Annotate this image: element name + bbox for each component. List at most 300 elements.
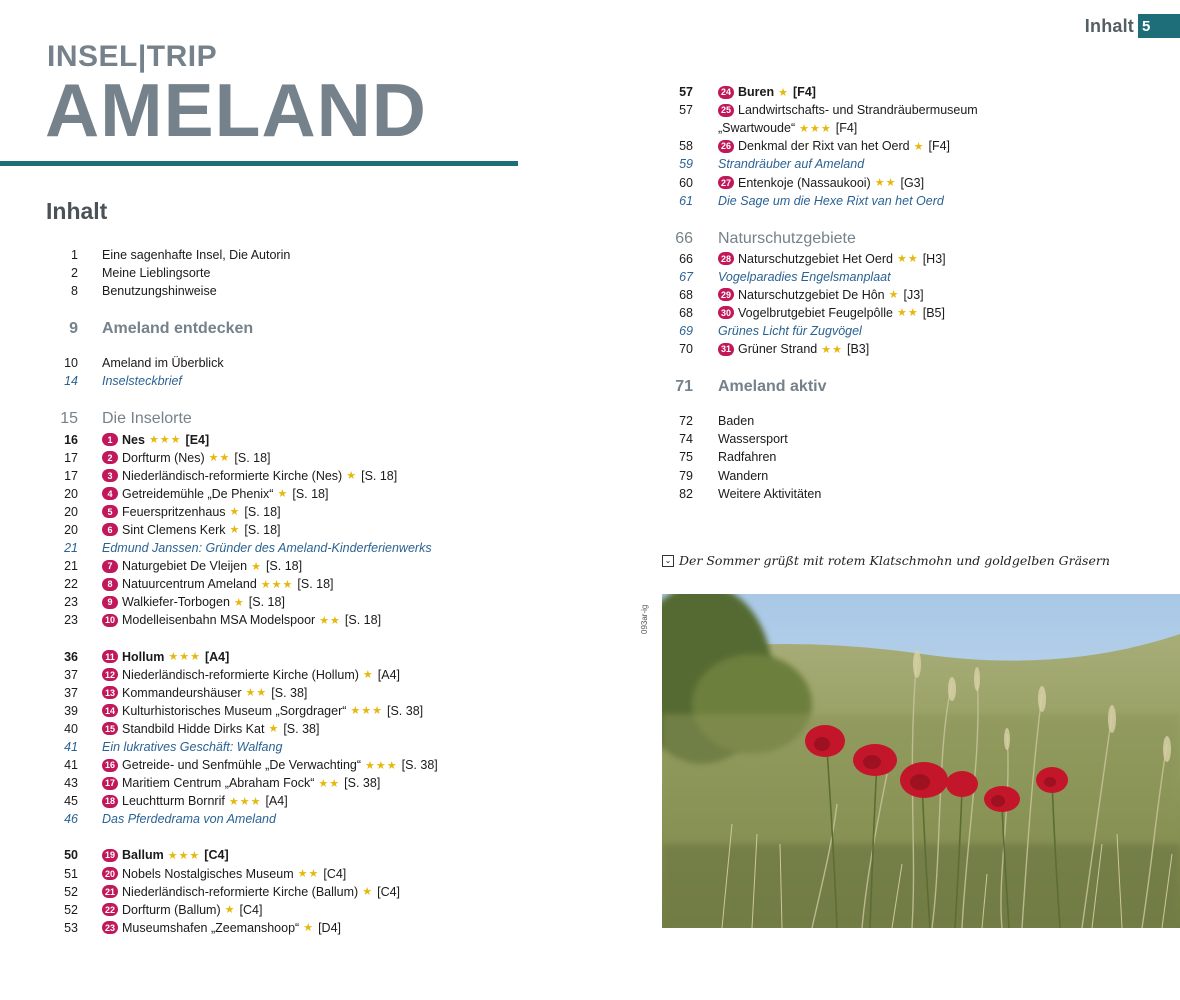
rating-stars-icon: ★ bbox=[346, 470, 358, 483]
page-ref: 40 bbox=[64, 721, 78, 736]
map-grid-ref: [C4] bbox=[204, 848, 229, 863]
entry-content bbox=[718, 469, 768, 483]
page-ref: 16 bbox=[64, 432, 78, 447]
spacer bbox=[46, 828, 606, 846]
entry-title: Meine Lieblingsorte bbox=[102, 266, 211, 281]
toc-entry bbox=[46, 810, 606, 828]
map-grid-ref: [F4] bbox=[928, 139, 951, 154]
entry-title: Ameland aktiv bbox=[718, 378, 827, 396]
entry-title: Feuerspritzenhaus bbox=[122, 504, 226, 519]
toc-entry bbox=[46, 648, 606, 666]
entry-content bbox=[102, 266, 210, 280]
toc-entry bbox=[662, 137, 1162, 155]
sight-number-badge: 26 bbox=[718, 140, 734, 153]
page-ref: 53 bbox=[64, 920, 78, 935]
page-ref: 79 bbox=[679, 468, 693, 483]
spacer bbox=[46, 630, 606, 648]
toc-entry bbox=[46, 702, 606, 720]
rating-stars-icon: ★★ bbox=[208, 452, 231, 465]
entry-content bbox=[102, 320, 253, 338]
running-header bbox=[1085, 14, 1180, 38]
rating-stars-icon: ★★ bbox=[897, 307, 919, 320]
sight-number-badge: 20 bbox=[102, 867, 118, 880]
entry-title: Inselsteckbrief bbox=[102, 374, 182, 389]
sight-number-badge: 9 bbox=[102, 596, 118, 609]
entry-content bbox=[102, 487, 328, 501]
entry-title: Dorfturm (Ballum) bbox=[122, 902, 221, 917]
running-header-title: Inhalt bbox=[1084, 15, 1134, 36]
entry-content bbox=[718, 288, 924, 302]
spacer bbox=[46, 340, 606, 354]
toc-entry bbox=[46, 449, 606, 467]
sight-number-badge: 18 bbox=[102, 795, 118, 808]
toc-entry bbox=[46, 593, 606, 611]
map-grid-ref: [C4] bbox=[377, 884, 401, 899]
toc-entry bbox=[662, 322, 1162, 340]
page-ref: 21 bbox=[64, 541, 78, 556]
toc-entry bbox=[46, 883, 606, 901]
toc-column-right bbox=[662, 83, 1162, 503]
rating-stars-icon: ★★★ bbox=[228, 795, 262, 808]
page-ref: 45 bbox=[64, 794, 78, 809]
page-ref: 10 bbox=[64, 356, 78, 371]
page-ref: 74 bbox=[679, 432, 693, 447]
rating-stars-icon: ★★ bbox=[821, 343, 843, 356]
toc-entry bbox=[46, 282, 606, 300]
entry-title: Die Inselorte bbox=[102, 410, 192, 428]
page-ref: 37 bbox=[64, 667, 78, 682]
entry-title: Niederländisch-reformierte Kirche (Ballum) bbox=[122, 884, 359, 899]
toc-entry bbox=[46, 666, 606, 684]
entry-title: Naturschutzgebiet Het Oerd bbox=[738, 251, 893, 266]
rating-stars-icon: ★ bbox=[233, 596, 245, 609]
page-ref: 46 bbox=[64, 812, 78, 827]
entry-content bbox=[102, 559, 302, 573]
page-number: 5 bbox=[1138, 14, 1180, 38]
map-grid-ref: [S. 38] bbox=[283, 721, 320, 736]
entry-content bbox=[102, 668, 400, 682]
toc-entry bbox=[662, 430, 1162, 448]
sight-number-badge: 28 bbox=[718, 252, 734, 265]
map-grid-ref: [S. 18] bbox=[244, 504, 281, 519]
entry-content bbox=[718, 194, 944, 208]
entry-title: Niederländisch-reformierte Kirche (Nes) bbox=[122, 468, 343, 483]
rating-stars-icon: ★ bbox=[913, 140, 925, 153]
page-ref: 20 bbox=[64, 486, 78, 501]
page-ref: 15 bbox=[60, 410, 78, 428]
entry-title: Ein lukratives Geschäft: Walfang bbox=[102, 740, 283, 755]
page-ref: 50 bbox=[64, 848, 78, 863]
page-ref: 70 bbox=[679, 342, 693, 357]
entry-content bbox=[102, 812, 276, 826]
rating-stars-icon: ★ bbox=[888, 289, 900, 302]
toc-section-heading bbox=[46, 408, 606, 430]
sight-number-badge: 29 bbox=[718, 288, 734, 301]
map-grid-ref: [S. 18] bbox=[234, 450, 271, 465]
map-grid-ref: [F4] bbox=[835, 121, 858, 136]
entry-title: Kommandeurshäuser bbox=[122, 685, 242, 700]
entry-content bbox=[102, 740, 282, 754]
entry-title: Sint Clemens Kerk bbox=[122, 522, 226, 537]
page-ref: 57 bbox=[679, 85, 693, 100]
caption-chevron-icon: ⌄ bbox=[662, 555, 674, 567]
entry-content bbox=[102, 469, 397, 483]
entry-title: Maritiem Centrum „Abraham Fock“ bbox=[122, 776, 315, 791]
toc-entry bbox=[46, 539, 606, 557]
map-grid-ref: [S. 38] bbox=[387, 703, 424, 718]
sight-number-badge: 5 bbox=[102, 505, 118, 518]
entry-title: Modelleisenbahn MSA Modelspoor bbox=[122, 613, 316, 628]
entry-content bbox=[102, 758, 438, 772]
page-ref: 66 bbox=[675, 229, 693, 247]
rating-stars-icon: ★ bbox=[229, 506, 241, 519]
toc-entry bbox=[46, 919, 606, 937]
page-ref: 58 bbox=[679, 139, 693, 154]
toc-entry bbox=[46, 901, 606, 919]
map-grid-ref: [S. 18] bbox=[297, 577, 334, 592]
rating-stars-icon: ★★★ bbox=[168, 651, 201, 664]
toc-entry bbox=[662, 340, 1162, 358]
entry-content bbox=[102, 650, 229, 664]
page-ref: 17 bbox=[64, 450, 78, 465]
series-name: INSEL|TRIP bbox=[47, 40, 218, 73]
toc-entry bbox=[46, 485, 606, 503]
entry-content bbox=[102, 686, 307, 700]
page-ref: 21 bbox=[64, 559, 78, 574]
rating-stars-icon: ★ bbox=[362, 669, 374, 682]
page-ref: 68 bbox=[679, 305, 693, 320]
page-ref: 60 bbox=[679, 175, 693, 190]
toc-entry bbox=[46, 521, 606, 539]
map-grid-ref: [A4] bbox=[265, 794, 288, 809]
toc-entry bbox=[46, 503, 606, 521]
page-ref: 23 bbox=[64, 613, 78, 628]
photo-credit: 093ar-ig bbox=[640, 604, 649, 634]
toc-entry bbox=[662, 192, 1162, 210]
entry-content bbox=[718, 230, 856, 248]
page-ref: 1 bbox=[71, 248, 78, 263]
page-ref: 66 bbox=[679, 251, 693, 266]
map-grid-ref: [A4] bbox=[204, 649, 230, 664]
entry-content bbox=[718, 378, 826, 396]
entry-title: Weitere Aktivitäten bbox=[718, 486, 822, 501]
toc-entry bbox=[662, 485, 1162, 503]
map-grid-ref: [A4] bbox=[377, 667, 401, 682]
entry-content bbox=[102, 505, 281, 519]
toc-entry bbox=[46, 846, 606, 864]
entry-content bbox=[102, 284, 217, 298]
sight-number-badge: 13 bbox=[102, 686, 118, 699]
map-grid-ref: [F4] bbox=[793, 85, 816, 100]
sight-number-badge: 17 bbox=[102, 777, 118, 790]
rating-stars-icon: ★ bbox=[778, 86, 790, 99]
toc-entry bbox=[662, 286, 1162, 304]
sight-number-badge: 25 bbox=[718, 104, 734, 117]
entry-content bbox=[718, 176, 924, 190]
sight-number-badge: 11 bbox=[102, 650, 118, 663]
toc-entry bbox=[662, 412, 1162, 430]
spacer bbox=[662, 398, 1162, 412]
toc-entry bbox=[662, 101, 1162, 119]
page-ref: 51 bbox=[64, 866, 78, 881]
entry-title: „Swartwoude“ bbox=[718, 121, 796, 136]
spacer bbox=[46, 300, 606, 318]
toc-entry bbox=[662, 173, 1162, 191]
rating-stars-icon: ★★★ bbox=[365, 759, 398, 772]
map-grid-ref: [S. 18] bbox=[244, 522, 281, 537]
rating-stars-icon: ★ bbox=[268, 723, 280, 736]
entry-content bbox=[718, 252, 946, 266]
entry-content bbox=[102, 356, 224, 370]
photo-caption bbox=[662, 553, 1110, 568]
entry-content bbox=[718, 85, 816, 99]
rating-stars-icon: ★ bbox=[303, 922, 315, 935]
sight-number-badge: 24 bbox=[718, 86, 734, 99]
page-ref: 41 bbox=[64, 740, 78, 755]
entry-content bbox=[102, 577, 334, 591]
rating-stars-icon: ★★★ bbox=[260, 578, 294, 591]
entry-title: Baden bbox=[718, 414, 755, 429]
entry-title: Das Pferdedrama von Ameland bbox=[102, 812, 276, 827]
entry-content bbox=[102, 903, 262, 917]
rating-stars-icon: ★★ bbox=[318, 777, 341, 790]
rating-stars-icon: ★★ bbox=[896, 253, 919, 266]
sight-number-badge: 30 bbox=[718, 306, 734, 319]
entry-title: Naturschutzgebiete bbox=[718, 229, 856, 247]
map-grid-ref: [E4] bbox=[185, 432, 210, 447]
map-grid-ref: [H3] bbox=[922, 251, 946, 266]
entry-title: Nobels Nostalgisches Museum bbox=[122, 866, 294, 881]
entry-content bbox=[718, 139, 950, 153]
toc-entry bbox=[662, 467, 1162, 485]
page-ref: 23 bbox=[64, 595, 78, 610]
map-grid-ref: [S. 18] bbox=[292, 486, 329, 501]
page-ref: 59 bbox=[679, 157, 693, 172]
map-grid-ref: [C4] bbox=[323, 866, 347, 881]
toc-entry bbox=[46, 557, 606, 575]
entry-title: Eine sagenhafte Insel, Die Autorin bbox=[102, 248, 291, 263]
toc-entry bbox=[662, 83, 1162, 101]
page-ref: 69 bbox=[679, 324, 693, 339]
entry-content bbox=[718, 432, 788, 446]
entry-title: Niederländisch-reformierte Kirche (Hollum) bbox=[122, 667, 359, 682]
sight-number-badge: 6 bbox=[102, 523, 118, 536]
page-ref: 39 bbox=[64, 703, 78, 718]
entry-content bbox=[102, 410, 192, 428]
sight-number-badge: 19 bbox=[102, 849, 118, 862]
toc-entry bbox=[46, 575, 606, 593]
entry-title: Landwirtschafts- und Strandräubermuseum bbox=[738, 103, 978, 118]
entry-content bbox=[718, 103, 978, 117]
toc-entry bbox=[46, 354, 606, 372]
sight-number-badge: 4 bbox=[102, 487, 118, 500]
entry-content bbox=[718, 270, 891, 284]
sight-number-badge: 21 bbox=[102, 885, 118, 898]
entry-title: Naturgebiet De Vleijen bbox=[122, 559, 248, 574]
entry-title: Die Sage um die Hexe Rixt van het Oerd bbox=[718, 193, 944, 208]
entry-content bbox=[102, 374, 182, 388]
toc-entry bbox=[662, 448, 1162, 466]
entry-content bbox=[102, 433, 209, 447]
rating-stars-icon: ★★ bbox=[319, 614, 341, 627]
sight-number-badge: 31 bbox=[718, 343, 734, 356]
entry-title: Wassersport bbox=[718, 432, 788, 447]
toc-entry bbox=[662, 304, 1162, 322]
sight-number-badge: 14 bbox=[102, 704, 118, 717]
entry-content bbox=[102, 921, 341, 935]
toc-entry bbox=[46, 865, 606, 883]
entry-title: Hollum bbox=[122, 649, 165, 664]
entry-title: Grünes Licht für Zugvögel bbox=[718, 324, 862, 339]
toc-entry bbox=[46, 430, 606, 448]
page-ref: 37 bbox=[64, 685, 78, 700]
page-ref: 2 bbox=[71, 266, 78, 281]
book-title: AMELAND bbox=[45, 68, 427, 152]
rating-stars-icon: ★★ bbox=[874, 177, 897, 190]
toc-entry bbox=[662, 119, 1162, 137]
toc-entry bbox=[46, 264, 606, 282]
entry-content bbox=[718, 487, 821, 501]
rating-stars-icon: ★ bbox=[229, 524, 241, 537]
entry-title: Ballum bbox=[122, 848, 164, 863]
page-ref: 72 bbox=[679, 414, 693, 429]
entry-title: Getreidemühle „De Phenix“ bbox=[122, 486, 274, 501]
rating-stars-icon: ★★★ bbox=[799, 122, 832, 135]
entry-title: Vogelbrutgebiet Feugelpôlle bbox=[738, 305, 893, 320]
rating-stars-icon: ★ bbox=[362, 886, 374, 899]
entry-title: Leuchtturm Bornrif bbox=[122, 794, 225, 809]
map-grid-ref: [J3] bbox=[903, 287, 924, 302]
page-ref: 43 bbox=[64, 776, 78, 791]
map-grid-ref: [S. 38] bbox=[344, 776, 381, 791]
rating-stars-icon: ★ bbox=[251, 560, 262, 573]
entry-content bbox=[102, 613, 381, 627]
photo-caption-text: Der Sommer grüßt mit rotem Klatschmohn und goldgelben Gräsern bbox=[679, 553, 1110, 568]
sight-number-badge: 16 bbox=[102, 759, 118, 772]
poppy-meadow-photo bbox=[662, 594, 1180, 928]
map-grid-ref: [D4] bbox=[318, 920, 342, 935]
page-ref: 14 bbox=[64, 374, 78, 389]
entry-title: Natuurcentrum Ameland bbox=[122, 577, 257, 592]
rating-stars-icon: ★★★ bbox=[148, 434, 182, 447]
entry-title: Wandern bbox=[718, 468, 769, 483]
sight-number-badge: 8 bbox=[102, 578, 118, 591]
entry-title: Museumshafen „Zeemanshoop“ bbox=[122, 920, 300, 935]
map-grid-ref: [C4] bbox=[239, 902, 263, 917]
page-ref: 68 bbox=[679, 287, 693, 302]
sight-number-badge: 10 bbox=[102, 614, 118, 627]
entry-content bbox=[718, 324, 862, 338]
entry-content bbox=[102, 523, 281, 537]
entry-content bbox=[718, 414, 754, 428]
toc-entry bbox=[46, 372, 606, 390]
entry-content bbox=[102, 794, 288, 808]
sight-number-badge: 15 bbox=[102, 722, 118, 735]
entry-content bbox=[102, 867, 346, 881]
entry-title: Standbild Hidde Dirks Kat bbox=[122, 721, 265, 736]
page-ref: 61 bbox=[679, 193, 693, 208]
toc-entry bbox=[46, 792, 606, 810]
entry-content bbox=[718, 306, 945, 320]
page-ref: 52 bbox=[64, 902, 78, 917]
toc-entry bbox=[46, 246, 606, 264]
map-grid-ref: [S. 18] bbox=[344, 613, 382, 628]
toc-entry bbox=[662, 250, 1162, 268]
entry-title: Vogelparadies Engelsmanplaat bbox=[718, 269, 891, 284]
entry-title: Getreide- und Senfmühle „De Verwachting“ bbox=[122, 758, 362, 773]
entry-title: Naturschutzgebiet De Hôn bbox=[738, 287, 885, 302]
sight-number-badge: 7 bbox=[102, 560, 118, 573]
entry-title: Kulturhistorisches Museum „Sorgdrager“ bbox=[122, 703, 347, 718]
entry-content bbox=[102, 595, 285, 609]
sight-number-badge: 2 bbox=[102, 451, 118, 464]
toc-section-heading bbox=[662, 228, 1162, 250]
entry-title: Denkmal der Rixt van het Oerd bbox=[738, 139, 910, 154]
entry-title: Radfahren bbox=[718, 450, 777, 465]
entry-content bbox=[718, 450, 776, 464]
sight-number-badge: 3 bbox=[102, 469, 118, 482]
entry-title: Walkiefer-Torbogen bbox=[122, 595, 230, 610]
entry-title: Strandräuber auf Ameland bbox=[718, 157, 865, 172]
entry-content bbox=[102, 451, 271, 465]
entry-title: Entenkoje (Nassaukooi) bbox=[738, 175, 871, 190]
entry-content bbox=[718, 121, 857, 135]
toc-entry bbox=[662, 155, 1162, 173]
entry-title: Dorfturm (Nes) bbox=[122, 450, 205, 465]
entry-content bbox=[102, 722, 319, 736]
rating-stars-icon: ★★★ bbox=[350, 705, 383, 718]
toc-entry bbox=[46, 611, 606, 629]
page-ref: 20 bbox=[64, 522, 78, 537]
toc-heading: Inhalt bbox=[46, 198, 108, 224]
entry-content bbox=[102, 541, 432, 555]
toc-section-heading bbox=[662, 376, 1162, 398]
map-grid-ref: [B3] bbox=[846, 342, 870, 357]
page-ref: 8 bbox=[71, 284, 78, 299]
page-ref: 71 bbox=[675, 378, 693, 396]
page-ref: 17 bbox=[64, 468, 78, 483]
page-ref: 20 bbox=[64, 504, 78, 519]
entry-content bbox=[102, 885, 400, 899]
map-grid-ref: [B5] bbox=[922, 305, 945, 320]
page-ref: 75 bbox=[679, 450, 693, 465]
page-ref: 22 bbox=[64, 577, 78, 592]
rating-stars-icon: ★★ bbox=[297, 868, 320, 881]
entry-title: Ameland im Überblick bbox=[102, 356, 224, 371]
entry-title: Buren bbox=[738, 85, 775, 100]
rating-stars-icon: ★★ bbox=[245, 687, 268, 700]
map-grid-ref: [S. 38] bbox=[401, 758, 438, 773]
sight-number-badge: 27 bbox=[718, 176, 734, 189]
spacer bbox=[662, 210, 1162, 228]
entry-content bbox=[102, 776, 380, 790]
page-ref: 9 bbox=[69, 320, 78, 338]
toc-column-left bbox=[46, 246, 606, 937]
entry-content bbox=[102, 248, 290, 262]
entry-title: Grüner Strand bbox=[738, 342, 818, 357]
rating-stars-icon: ★★★ bbox=[167, 849, 201, 862]
entry-title: Benutzungshinweise bbox=[102, 284, 217, 299]
page-ref: 41 bbox=[64, 758, 78, 773]
toc-entry bbox=[662, 268, 1162, 286]
rating-stars-icon: ★ bbox=[224, 904, 236, 917]
toc-entry bbox=[46, 684, 606, 702]
toc-section-heading bbox=[46, 318, 606, 340]
entry-content bbox=[102, 848, 229, 862]
map-grid-ref: [S. 18] bbox=[265, 559, 303, 574]
entry-title: Nes bbox=[122, 432, 145, 447]
sight-number-badge: 12 bbox=[102, 668, 118, 681]
